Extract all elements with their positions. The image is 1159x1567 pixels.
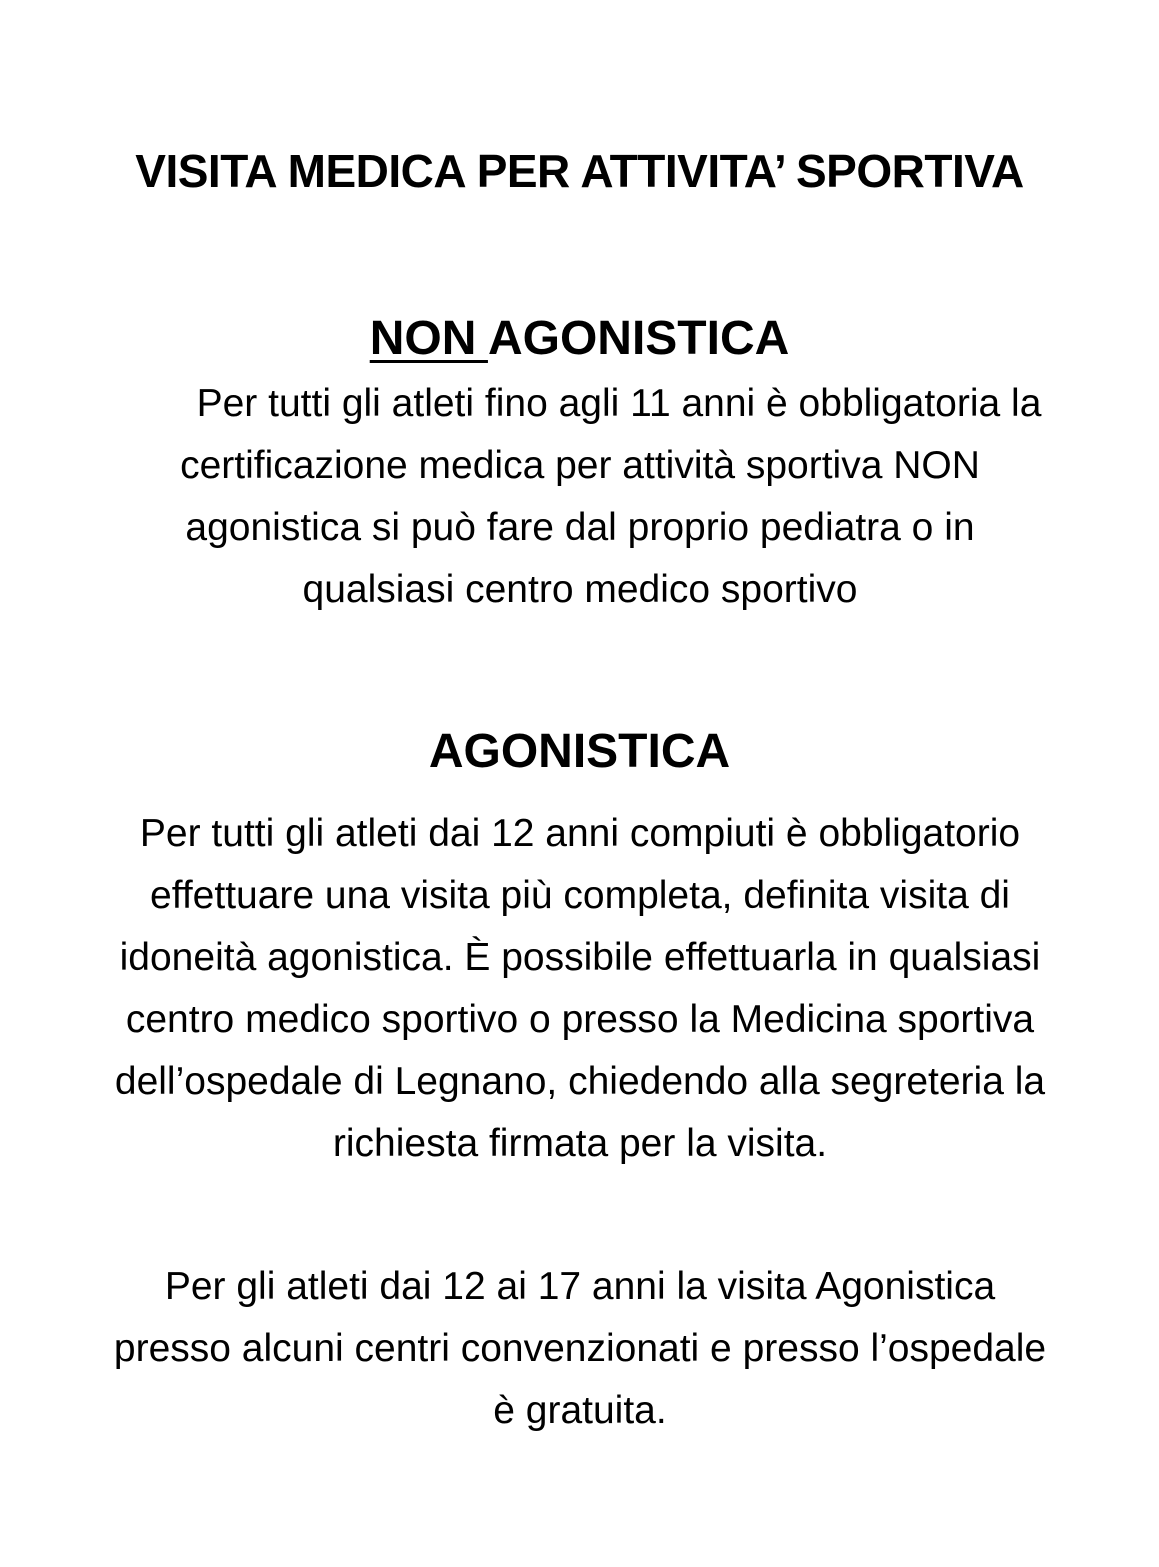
document-title: VISITA MEDICA PER ATTIVITA’ SPORTIVA: [135, 145, 1024, 197]
heading-rest: AGONISTICA: [487, 312, 790, 365]
section-heading-non-agonistica: [0, 308, 1159, 370]
section-body-non-agonistica: [110, 373, 1050, 621]
heading-underlined-word: NON: [369, 312, 488, 365]
section-body-agonistica-2: Per gli atleti dai 12 ai 17 anni la visita Agonistica presso alcuni centri convenzionati e presso l’ospedale è gratuita.: [113, 1265, 1047, 1432]
section-heading-agonistica: AGONISTICA: [428, 725, 731, 778]
section-body-agonistica-1: Per tutti gli atleti dai 12 anni compiuti è obbligatorio effettuare una visita più completa, definita visita di idoneità agonistica. È possibile effettuarla in qualsiasi centro medico sportivo o presso la Medicina sportiva dell’ospedale di Legnano, chiedendo alla segreteria la richiesta firmata per la visita.: [114, 812, 1046, 1165]
non-agonistica-text: Per tutti gli atleti fino agli 11 anni è obbligatoria la certificazione medica per attività sportiva NON agonistica si può fare dal proprio pediatra o in qualsiasi centro medico sportivo: [180, 382, 1042, 611]
